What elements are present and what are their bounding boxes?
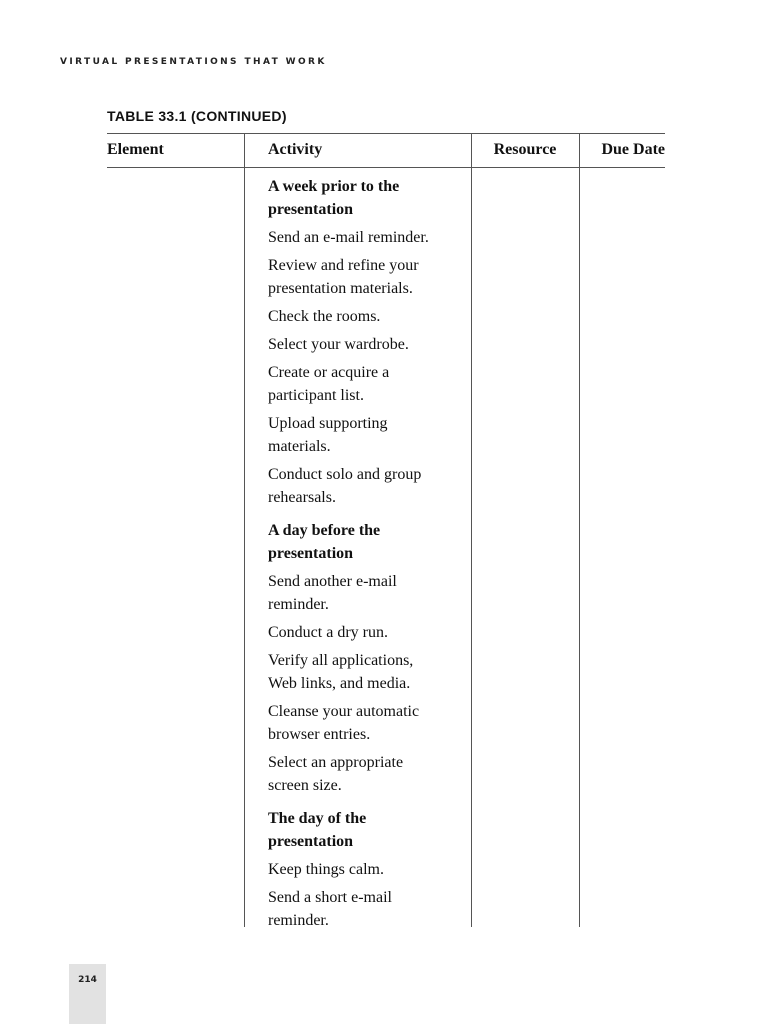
activity-item-line: Select an appropriate <box>268 754 404 771</box>
activity-item <box>268 570 468 616</box>
phase-title-line: A week prior to the <box>268 178 400 195</box>
activity-item-line: Conduct solo and group <box>268 466 422 483</box>
table-header-rule <box>107 167 665 168</box>
phase-title <box>268 807 468 853</box>
column-divider <box>579 133 580 927</box>
activity-item-line: presentation materials. <box>268 280 413 297</box>
activity-item <box>268 621 468 644</box>
phase-title-line: The day of the <box>268 810 367 827</box>
phase-title <box>268 175 468 221</box>
activity-item-line: Conduct a dry run. <box>268 624 388 641</box>
table-top-rule <box>107 133 665 134</box>
activity-item <box>268 254 468 300</box>
activity-item-line: Check the rooms. <box>268 308 381 325</box>
activity-item-line: participant list. <box>268 387 364 404</box>
activity-item-line: Keep things calm. <box>268 861 384 878</box>
phase-title <box>268 519 468 565</box>
activity-item-line: rehearsals. <box>268 489 336 506</box>
activity-item-line: Select your wardrobe. <box>268 336 409 353</box>
column-header-activity: Activity <box>268 141 323 158</box>
activity-table <box>107 133 665 927</box>
column-divider <box>244 133 245 927</box>
running-head: VIRTUAL PRESENTATIONS THAT WORK <box>60 57 327 67</box>
table-title: TABLE 33.1 (CONTINUED) <box>107 108 287 124</box>
activity-item-line: browser entries. <box>268 726 371 743</box>
activity-item-line: Cleanse your automatic <box>268 703 420 720</box>
activity-item <box>268 226 468 249</box>
activity-item-line: screen size. <box>268 777 342 794</box>
activity-item-line: Upload supporting <box>268 415 388 432</box>
page-number: 214 <box>78 975 97 985</box>
activity-item-line: Web links, and media. <box>268 675 411 692</box>
activity-item <box>268 463 468 509</box>
activity-item <box>268 361 468 407</box>
phase-title-line: presentation <box>268 545 354 562</box>
activity-item-line: Send a short e-mail <box>268 889 392 906</box>
activity-item-line: reminder. <box>268 596 329 613</box>
activity-item <box>268 886 468 932</box>
activity-item <box>268 751 468 797</box>
phase-title-line: A day before the <box>268 522 381 539</box>
activity-item-line: materials. <box>268 438 331 455</box>
column-header-element: Element <box>107 141 164 158</box>
activity-list <box>268 175 468 932</box>
activity-item <box>268 649 468 695</box>
phase-title-line: presentation <box>268 833 354 850</box>
activity-item-line: Create or acquire a <box>268 364 390 381</box>
phase-title-line: presentation <box>268 201 354 218</box>
activity-item <box>268 858 468 881</box>
column-header-due-date: Due Date <box>601 141 665 158</box>
activity-item-line: reminder. <box>268 912 329 929</box>
column-divider <box>471 133 472 927</box>
activity-item <box>268 412 468 458</box>
activity-item <box>268 333 468 356</box>
activity-item-line: Review and refine your <box>268 257 419 274</box>
activity-item <box>268 305 468 328</box>
page-number-tab <box>69 964 106 1024</box>
activity-item-line: Send another e-mail <box>268 573 397 590</box>
column-header-resource: Resource <box>493 141 557 158</box>
activity-item-line: Verify all applications, <box>268 652 414 669</box>
activity-item-line: Send an e-mail reminder. <box>268 229 429 246</box>
activity-item <box>268 700 468 746</box>
